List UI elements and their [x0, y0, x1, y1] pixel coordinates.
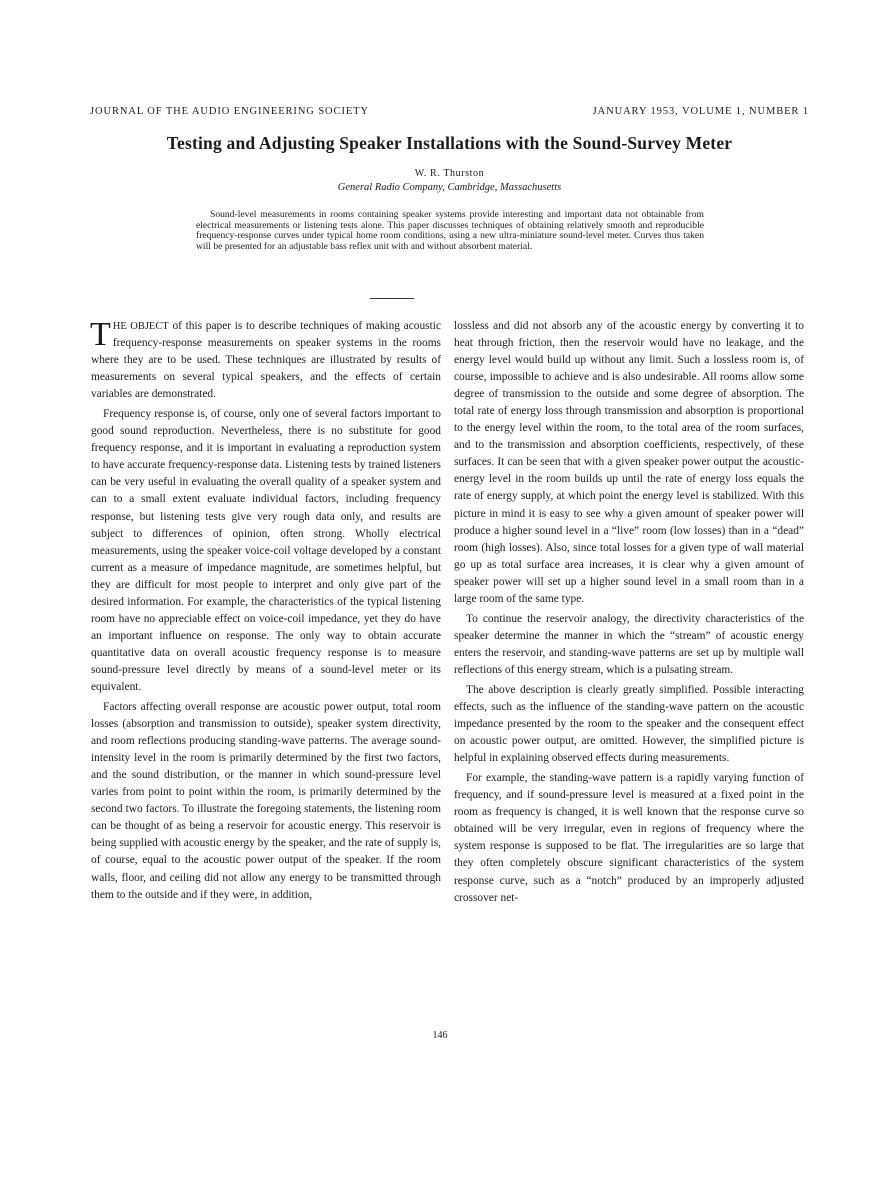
body-paragraph: For example, the standing-wave pattern is a rapidly varying function of frequency, and if sound-pressure level is measured at a fixed point in the room as frequency is changed, it is well known that the response curve so obtained will be very irregular, even in regions of frequency where the system response is supposed to be flat. The irregularities are so large that they often completely obscure significant characteristics of the system response curve, such as a “notch” produced by an improperly adjusted crossover net- — [454, 772, 804, 904]
body-paragraph: To continue the reservoir analogy, the directivity characteristics of the speaker determine the manner in which the “stream” of acoustic energy enters the reservoir, and standing-wave patterns are set up by multiple wall reflections of this energy stream, which is a pulsating stream. — [454, 612, 804, 676]
running-head — [90, 106, 809, 122]
page-number: 146 — [432, 1030, 448, 1041]
body-paragraph: The above description is clearly greatly simplified. Possible interacting effects, such as the influence of the standing-wave pattern on the acoustic impedance presented by the room to the speaker and the consequent effect on acoustic power output, are omitted. However, the simplified picture is helpful in explaining observed effects during measurements. — [454, 683, 804, 765]
drop-cap: T — [90, 316, 111, 353]
author-affiliation: General Radio Company, Cambridge, Massachusetts — [337, 182, 562, 193]
paragraph-text: of this paper is to describe techniques of making acoustic frequency-response measurements on speaker systems in the rooms where they are to be used. These techniques are illustrated by results of measurements on several typical speakers, and the effects of certain variables are demonstrated. — [91, 320, 441, 401]
body-paragraph: Factors affecting overall response are acoustic power output, total room losses (absorption and transmission to outside), speaker system directivity, and room reflections producing standing-wave patterns. The average sound-intensity level in the room is primarily determined by the first two factors, and the sound distribution, or the manner in which sound-pressure level varies from point to point within the room, is primarily determined by the second two factors. To illustrate the foregoing statements, the listening room can be thought of as being a reservoir for acoustic energy. This reservoir is being supplied with acoustic energy by the speaker, and the rate of supply is, of course, equal to the acoustic power output of the speaker. If the room walls, floor, and ceiling did not allow any energy to be transmitted through them to the outside and if they were, in addition, — [91, 701, 441, 901]
body-paragraph — [91, 318, 441, 403]
lead-in: HE OBJECT — [112, 321, 169, 332]
author-name: W. R. Thurston — [414, 168, 485, 179]
issue-info: JANUARY 1953, VOLUME 1, NUMBER 1 — [592, 106, 809, 117]
article-title: Testing and Adjusting Speaker Installations with the Sound-Survey Meter — [166, 133, 733, 153]
abstract: Sound-level measurements in rooms containing speaker systems provide interesting and important data not obtainable from electrical measurements or listening tests alone. This paper discusses techniques of obtaining relatively smooth and reproducible frequency-response curves under typical home room conditions, using a new ultra-miniature sound-level meter. Curves thus taken will be presented for an adjustable bass reflex unit with and without absorbent material. — [196, 209, 704, 252]
section-divider — [370, 298, 414, 299]
right-column — [454, 318, 804, 910]
body-paragraph: lossless and did not absorb any of the acoustic energy by converting it to heat through friction, then the reservoir would have no leakage, and the energy level would build up without any limit. Such a lossless room is, of course, impossible to achieve and is also undesirable. All rooms allow some degree of transmission to the outside and some degree of absorption. The total rate of energy loss through transmission and absorption is proportional to the energy level within the room, to the total area of the room surfaces, and to the transmission and absorption coefficients, respectively, of these surfaces. It can be seen that with a given speaker power output the acoustic-energy level in the room builds up until the rate of energy loss equals the rate of energy supply, at which point the energy level is stabilized. With this picture in mind it is easy to see why a given amount of speaker power will produce a higher sound level in a “live” room (low losses) than in a “dead” room (high losses). Also, since total losses for a given type of wall material go up as total surface area increases, it is clear why a given amount of speaker power will set up a higher sound level in a small room than in a large room of the same type. — [454, 320, 804, 605]
journal-name: JOURNAL OF THE AUDIO ENGINEERING SOCIETY — [90, 106, 369, 117]
left-column — [91, 318, 441, 907]
body-paragraph: Frequency response is, of course, only one of several factors important to good sound reproduction. Nevertheless, there is no substitute for good frequency response, and it is important in evaluating a reproduction system to have accurate frequency-response data. Listening tests by trained listeners can be very useful in evaluating the overall quality of a speaker system and can to a small extent evaluate individual factors, including frequency response, but listening tests give very rough data only, and results are subject to differences of opinion, often strong. Wholly electrical measurements, using the speaker voice-coil voltage developed by a constant current as a measure of impedance magnitude, are sometimes helpful, but they are difficult for most people to interpret and only give part of the desired information. For example, the characteristics of the typical listening room have no appreciable effect on voice-coil impedance, yet they do have an important influence on response. The only way to obtain accurate quantitative data on overall acoustic frequency response is to measure sound-pressure level directly by means of a sound-level meter or its equivalent. — [91, 408, 441, 693]
